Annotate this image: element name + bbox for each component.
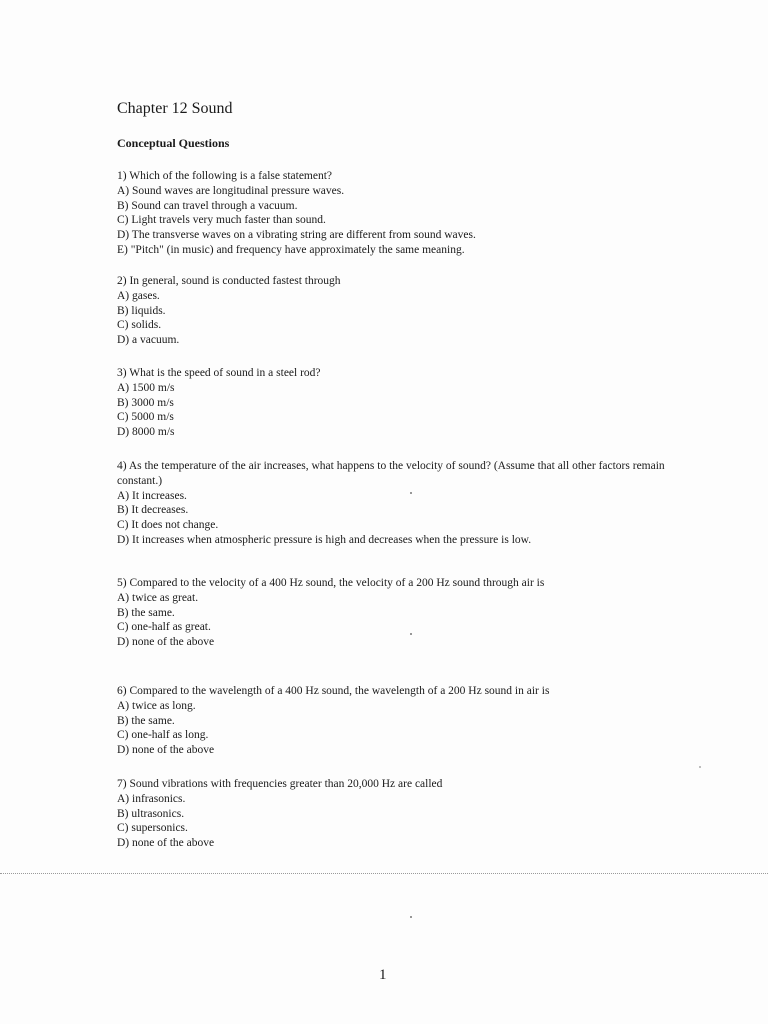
answer-option-a: A) infrasonics. bbox=[117, 792, 186, 805]
scan-speck bbox=[410, 633, 412, 635]
answer-option-b: B) ultrasonics. bbox=[117, 807, 185, 820]
answer-option-d: D) The transverse waves on a vibrating string are different from sound waves. bbox=[117, 229, 476, 242]
scan-speck bbox=[699, 766, 701, 768]
question-stem: 6) Compared to the wavelength of a 400 Hz sound, the wavelength of a 200 Hz sound in air is bbox=[117, 685, 550, 697]
question-6 bbox=[117, 684, 677, 758]
answer-option-b: B) the same. bbox=[117, 606, 175, 619]
answer-option-b: B) 3000 m/s bbox=[117, 396, 174, 409]
page-divider bbox=[0, 873, 768, 874]
scan-speck bbox=[410, 492, 412, 494]
answer-option-c: C) Light travels very much faster than sound. bbox=[117, 214, 326, 227]
answer-option-c: C) solids. bbox=[117, 319, 162, 332]
answer-option-c: C) one-half as great. bbox=[117, 621, 211, 634]
question-2 bbox=[117, 274, 677, 348]
chapter-title: Chapter 12 Sound bbox=[117, 100, 233, 117]
question-stem: 2) In general, sound is conducted fastest through bbox=[117, 275, 341, 287]
answer-option-b: B) Sound can travel through a vacuum. bbox=[117, 199, 298, 212]
answer-option-b: B) the same. bbox=[117, 714, 175, 727]
answer-option-c: C) supersonics. bbox=[117, 822, 188, 835]
answer-option-b: B) liquids. bbox=[117, 304, 166, 317]
question-stem: 5) Compared to the velocity of a 400 Hz sound, the velocity of a 200 Hz sound through air is bbox=[117, 577, 545, 589]
answer-option-a: A) Sound waves are longitudinal pressure waves. bbox=[117, 184, 345, 197]
question-stem: 4) As the temperature of the air increases, what happens to the velocity of sound? (Assume that all other factors remain constant.) bbox=[117, 460, 665, 487]
answer-option-e: E) "Pitch" (in music) and frequency have approximately the same meaning. bbox=[117, 243, 465, 256]
answer-option-b: B) It decreases. bbox=[117, 504, 189, 517]
answer-option-a: A) 1500 m/s bbox=[117, 381, 175, 394]
answer-option-c: C) It does not change. bbox=[117, 519, 219, 532]
answer-option-d: D) none of the above bbox=[117, 636, 215, 649]
answer-option-d: D) 8000 m/s bbox=[117, 426, 175, 439]
answer-option-c: C) one-half as long. bbox=[117, 729, 209, 742]
scan-speck bbox=[410, 916, 412, 918]
answer-option-d: D) none of the above bbox=[117, 837, 215, 850]
question-stem: 7) Sound vibrations with frequencies greater than 20,000 Hz are called bbox=[117, 778, 443, 790]
answer-option-c: C) 5000 m/s bbox=[117, 411, 174, 424]
question-4 bbox=[117, 459, 677, 548]
question-1 bbox=[117, 169, 677, 258]
answer-option-a: A) gases. bbox=[117, 289, 160, 302]
question-stem: 3) What is the speed of sound in a steel rod? bbox=[117, 367, 321, 379]
answer-option-a: A) twice as great. bbox=[117, 591, 199, 604]
answer-option-d: D) It increases when atmospheric pressure is high and decreases when the pressure is low. bbox=[117, 533, 532, 546]
answer-option-a: A) twice as long. bbox=[117, 699, 196, 712]
answer-option-a: A) It increases. bbox=[117, 489, 187, 502]
answer-option-d: D) a vacuum. bbox=[117, 334, 180, 347]
question-3 bbox=[117, 366, 677, 440]
question-5 bbox=[117, 576, 677, 650]
page-number: 1 bbox=[379, 967, 387, 983]
question-stem: 1) Which of the following is a false statement? bbox=[117, 170, 333, 182]
answer-option-d: D) none of the above bbox=[117, 744, 215, 757]
question-7 bbox=[117, 777, 677, 851]
section-heading: Conceptual Questions bbox=[117, 136, 230, 150]
